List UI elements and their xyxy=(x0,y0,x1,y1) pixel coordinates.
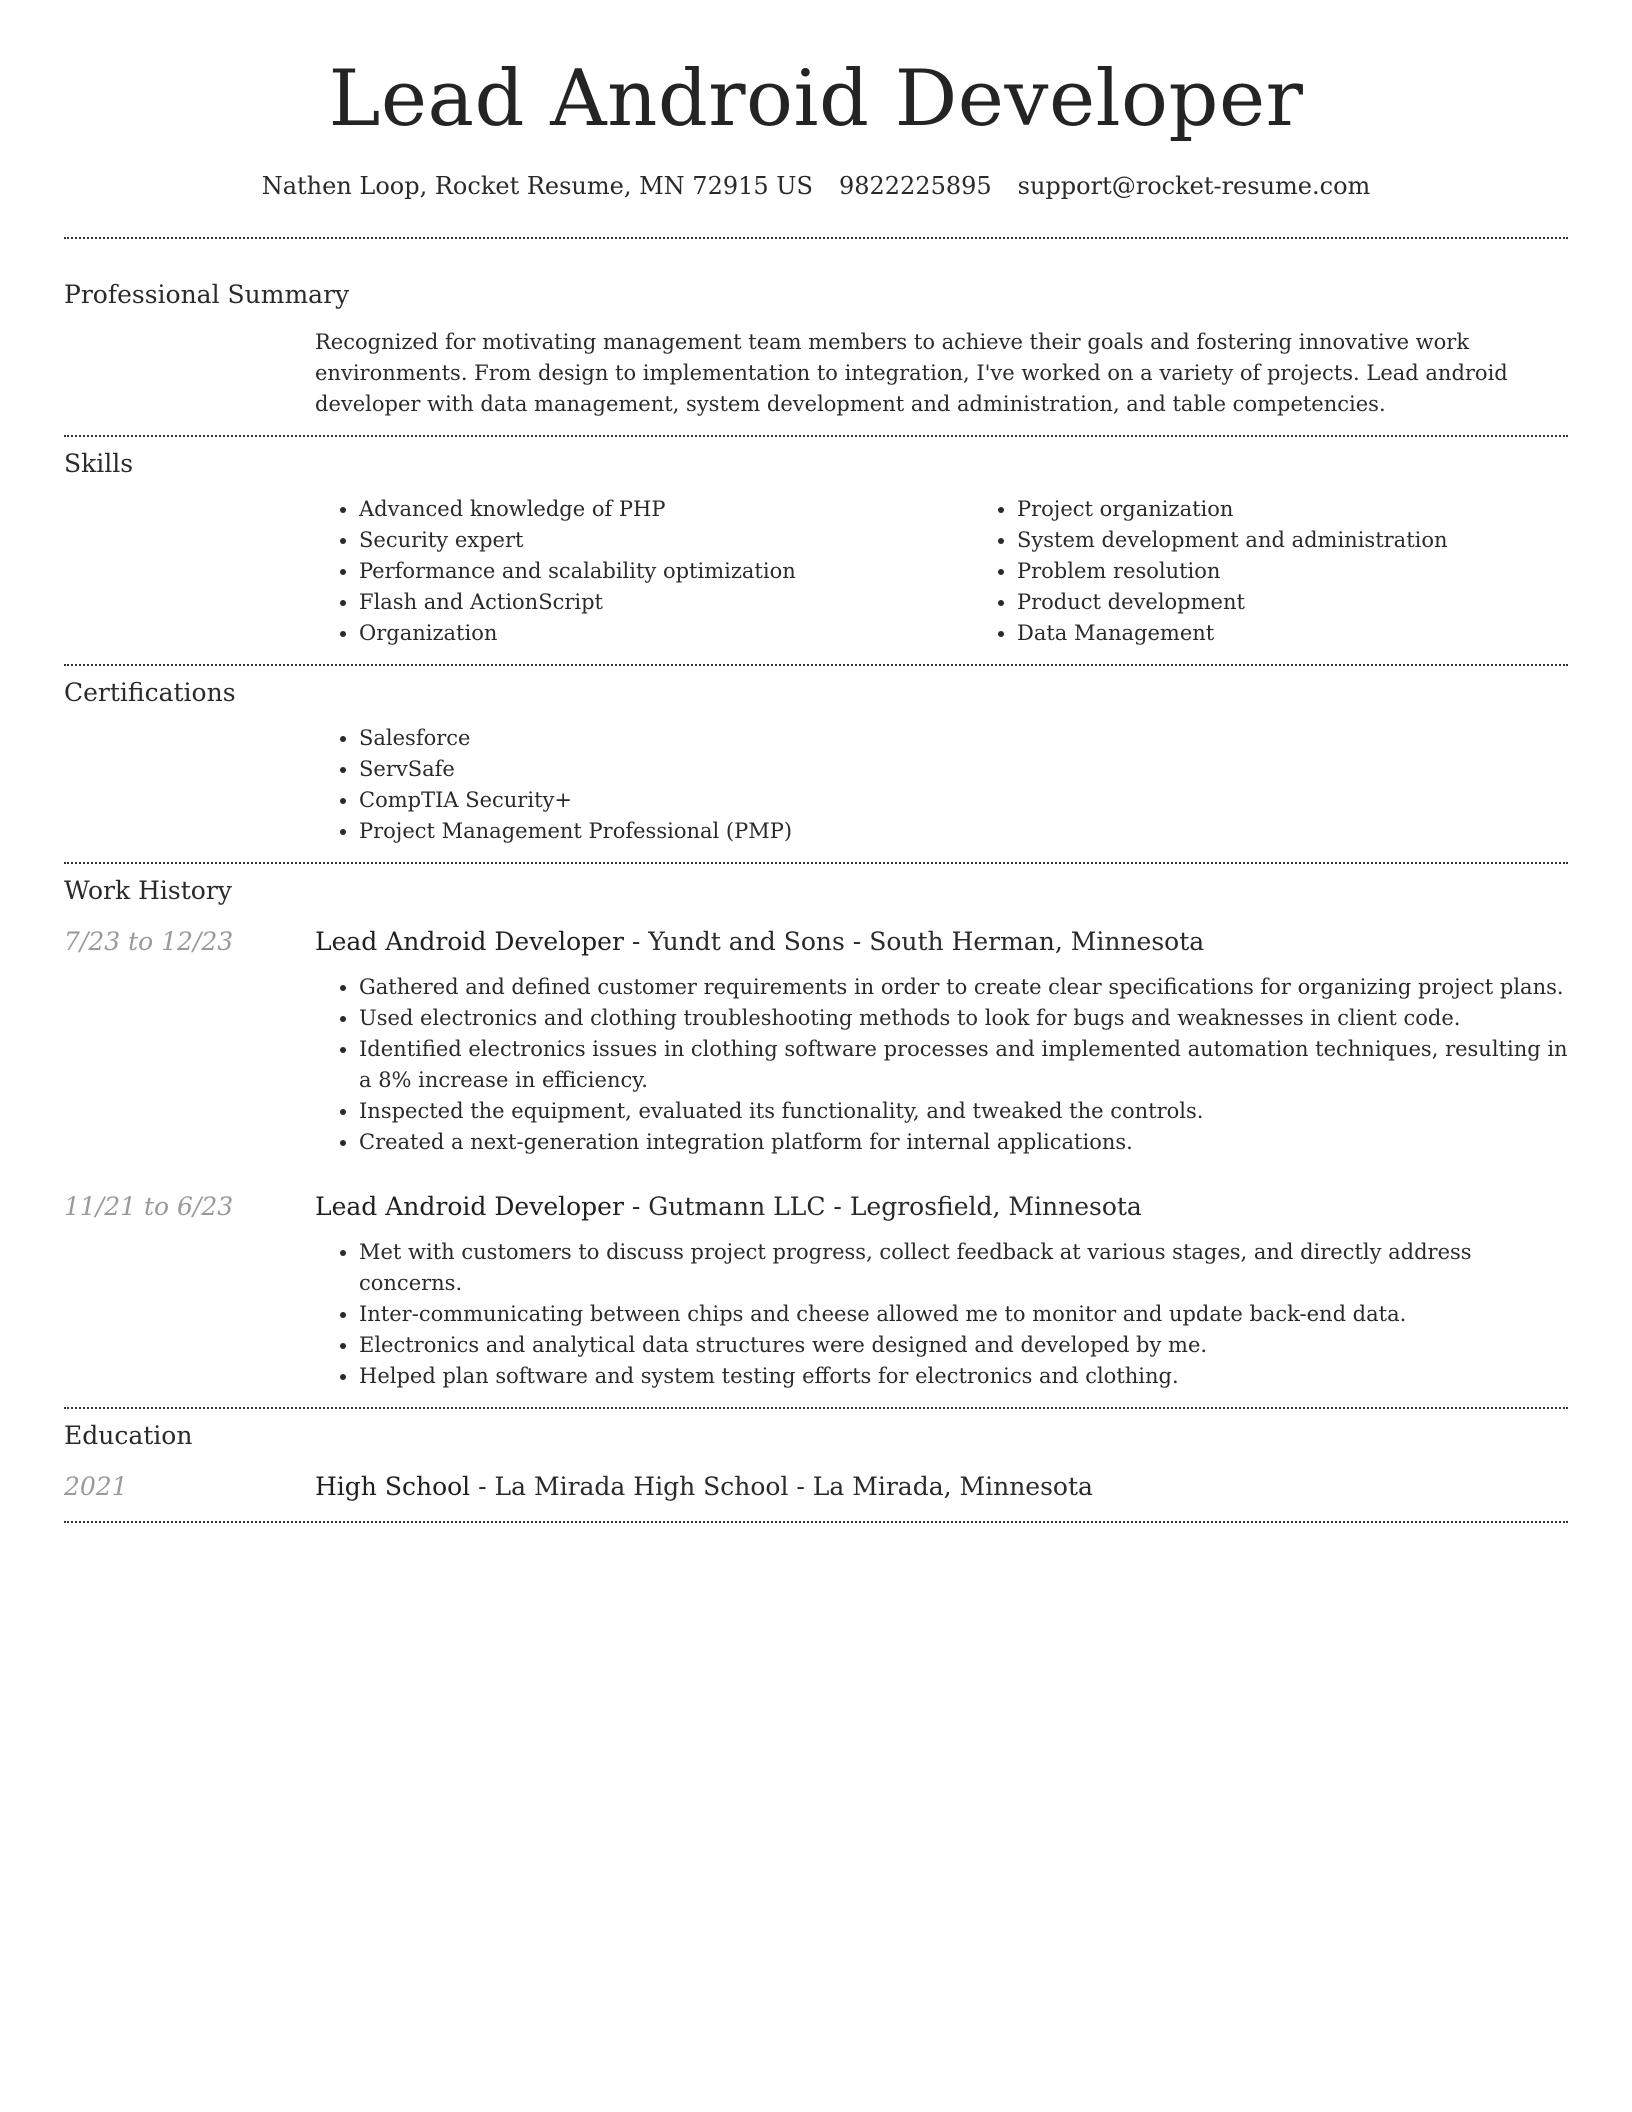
education-details: - La Mirada High School - La Mirada, Minnesota xyxy=(470,1472,1093,1501)
list-item: • Inter-communicating between chips and cheese allowed me to monitor and update back-end data. xyxy=(359,1299,1568,1330)
job-entry xyxy=(64,1192,1568,1392)
certifications-content xyxy=(315,723,1568,847)
list-item: • Electronics and analytical data structures were designed and developed by me. xyxy=(359,1330,1568,1361)
section-title-work-history: Work History xyxy=(64,876,232,905)
job-dates: 7/23 to 12/23 xyxy=(64,927,234,956)
list-item: • Gathered and defined customer requirements in order to create clear specifications for organizing project plans. xyxy=(359,972,1568,1003)
education-entry xyxy=(64,1472,1568,1501)
section-title-skills: Skills xyxy=(64,449,134,478)
job-title-line xyxy=(315,1192,1142,1221)
list-item: • System development and administration xyxy=(1017,525,1631,556)
list-item: • Created a next-generation integration platform for internal applications. xyxy=(359,1127,1568,1158)
job-bullet-list xyxy=(315,1237,1568,1392)
divider xyxy=(64,1521,1568,1523)
divider xyxy=(64,862,1568,864)
job-dates: 11/21 to 6/23 xyxy=(64,1192,234,1221)
job-header xyxy=(64,1192,1568,1221)
job-details: - Yundt and Sons - South Herman, Minnesota xyxy=(623,927,1205,956)
work-history-section xyxy=(64,876,1568,1392)
job-role: Lead Android Developer xyxy=(315,1192,624,1221)
certifications-list xyxy=(315,723,1568,847)
list-item: • Performance and scalability optimization xyxy=(359,556,973,587)
job-title-line xyxy=(315,927,1204,956)
list-item: • Inspected the equipment, evaluated its functionality, and tweaked the controls. xyxy=(359,1096,1568,1127)
email: support@rocket-resume.com xyxy=(1017,172,1371,200)
list-item: • CompTIA Security+ xyxy=(359,785,1568,816)
education-year: 2021 xyxy=(64,1472,128,1501)
section-title-education: Education xyxy=(64,1421,193,1450)
list-item: • Data Management xyxy=(1017,618,1631,649)
education-title-line xyxy=(315,1472,1093,1501)
phone: 9822225895 xyxy=(838,172,992,200)
list-item: • Project Management Professional (PMP) xyxy=(359,816,1568,847)
list-item: • Met with customers to discuss project progress, collect feedback at various stages, and directly address concerns. xyxy=(359,1237,1568,1299)
job-entry xyxy=(64,927,1568,1158)
list-item: • Problem resolution xyxy=(1017,556,1631,587)
resume-title: Lead Android Developer xyxy=(328,54,1304,144)
job-header xyxy=(64,927,1568,956)
section-title-summary: Professional Summary xyxy=(64,280,350,309)
job-role: Lead Android Developer xyxy=(315,927,624,956)
skills-list-left xyxy=(315,494,973,649)
list-item: • ServSafe xyxy=(359,754,1568,785)
education-degree: High School xyxy=(315,1472,471,1501)
list-item: • Helped plan software and system testing efforts for electronics and clothing. xyxy=(359,1361,1568,1392)
list-item: • Identified electronics issues in clothing software processes and implemented automation techniques, resulting in a 8% increase in efficiency. xyxy=(359,1034,1568,1096)
skills-section xyxy=(64,449,1568,649)
skills-columns xyxy=(315,494,1568,649)
divider xyxy=(64,664,1568,666)
summary-section xyxy=(64,280,1568,420)
list-item: • Organization xyxy=(359,618,973,649)
skills-list-right xyxy=(973,494,1631,649)
job-bullets xyxy=(315,972,1568,1158)
job-bullet-list xyxy=(315,972,1568,1158)
list-item: • Security expert xyxy=(359,525,973,556)
certifications-section xyxy=(64,678,1568,847)
list-item: • Used electronics and clothing troubleshooting methods to look for bugs and weaknesses in client code. xyxy=(359,1003,1568,1034)
job-details: - Gutmann LLC - Legrosfield, Minnesota xyxy=(623,1192,1142,1221)
list-item: • Flash and ActionScript xyxy=(359,587,973,618)
summary-text: Recognized for motivating management team members to achieve their goals and fostering innovative work environments. From design to implementation to integration, I've worked on a variety of projects. Lead android developer with data management, system development and administration, and table competencies. xyxy=(315,330,1508,416)
divider xyxy=(64,237,1568,239)
address: Nathen Loop, Rocket Resume, MN 72915 US xyxy=(261,172,813,200)
list-item: • Salesforce xyxy=(359,723,1568,754)
education-section xyxy=(64,1421,1568,1501)
contact-line xyxy=(64,172,1568,200)
list-item: • Project organization xyxy=(1017,494,1631,525)
divider xyxy=(64,435,1568,437)
job-bullets xyxy=(315,1237,1568,1392)
section-title-certifications: Certifications xyxy=(64,678,236,707)
divider xyxy=(64,1407,1568,1409)
list-item: • Product development xyxy=(1017,587,1631,618)
list-item: • Advanced knowledge of PHP xyxy=(359,494,973,525)
